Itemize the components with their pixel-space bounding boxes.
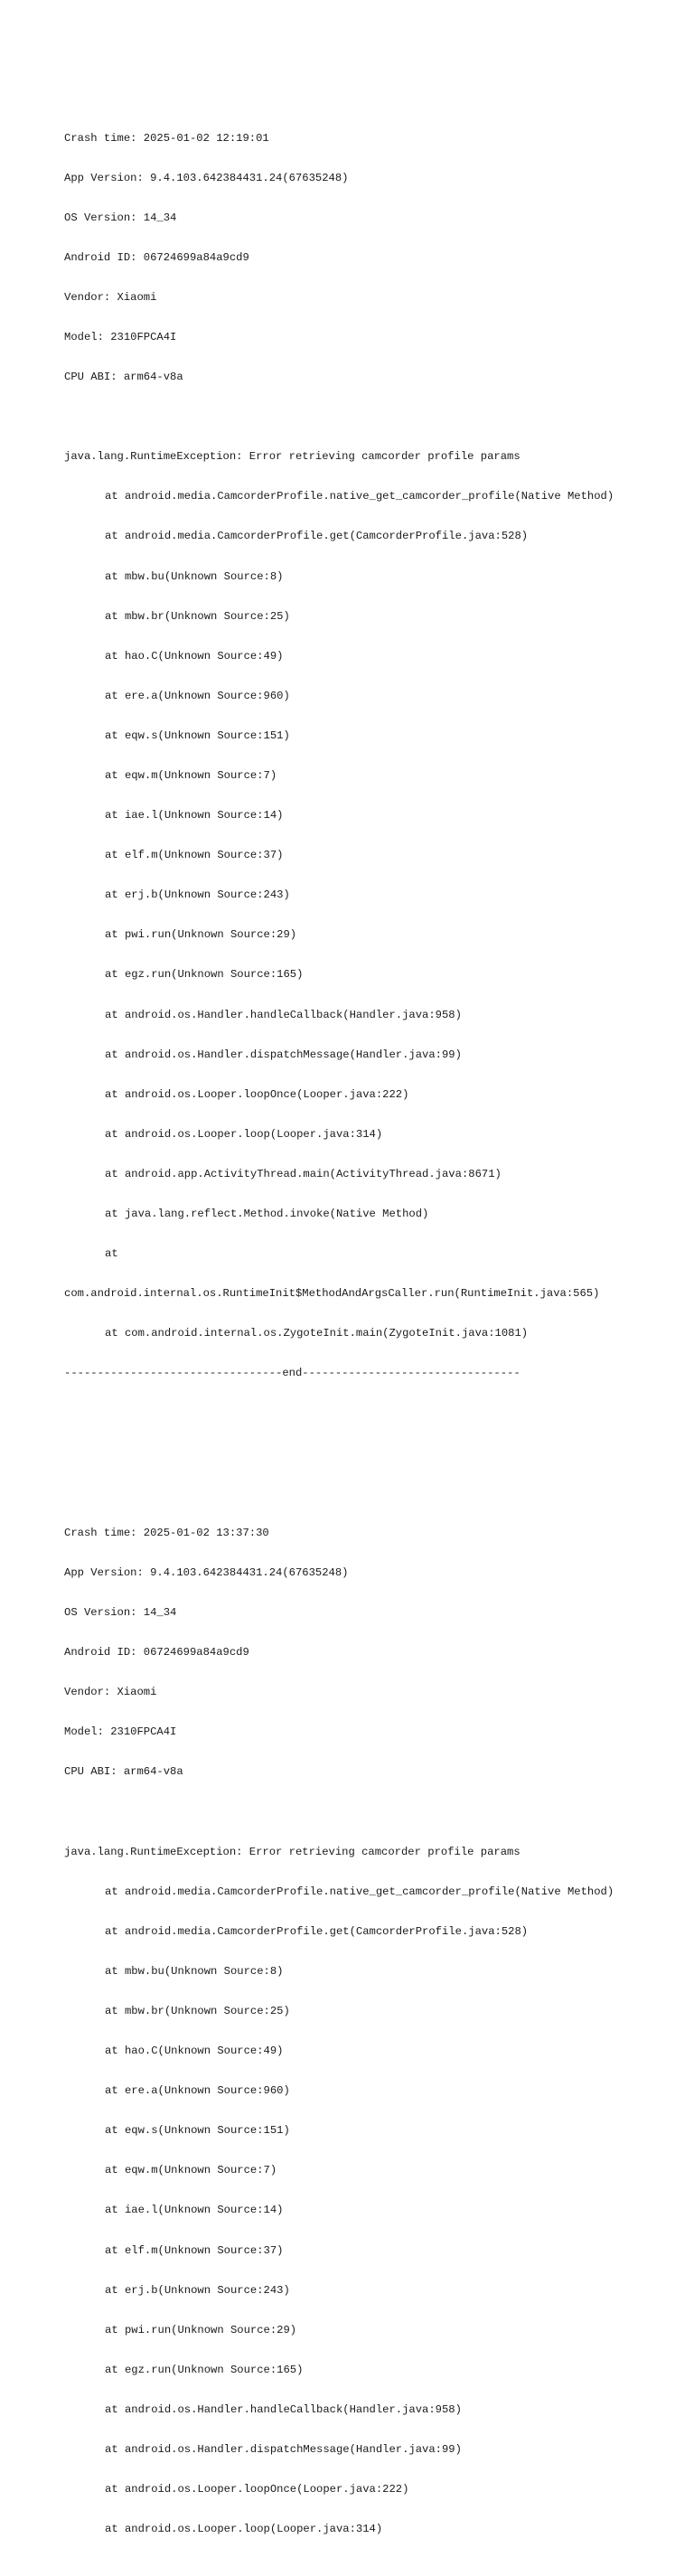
crash-time-line: Crash time: 2025-01-02 12:19:01 — [64, 131, 269, 145]
stack-frame: at elf.m(Unknown Source:37) — [105, 2243, 284, 2257]
cpu-abi-line: CPU ABI: arm64-v8a — [64, 371, 183, 384]
stack-frame: at android.os.Looper.loop(Looper.java:314) — [105, 2523, 383, 2536]
crash-log-document — [64, 65, 688, 2576]
stack-frame: at android.media.CamcorderProfile.native_get_camcorder_profile(Native Method) — [105, 490, 614, 503]
stack-frame: at hao.C(Unknown Source:49) — [105, 649, 284, 663]
stack-frame: at pwi.run(Unknown Source:29) — [105, 928, 297, 942]
app-version-line: App Version: 9.4.103.642384431.24(67635248) — [64, 171, 349, 184]
stack-frame: at — [105, 1247, 118, 1261]
stack-frame: at mbw.br(Unknown Source:25) — [105, 2004, 290, 2017]
stack-frame: at android.os.Handler.handleCallback(Handler.java:958) — [105, 1008, 462, 1021]
stack-frame: at android.media.CamcorderProfile.get(CamcorderProfile.java:528) — [105, 1924, 529, 1938]
os-version-line: OS Version: 14_34 — [64, 1606, 177, 1620]
crash-report — [64, 1500, 688, 2562]
end-separator: ---------------------------------end--------------------------------- — [64, 1367, 520, 1380]
crash-report — [64, 105, 688, 1447]
stack-frame: at ere.a(Unknown Source:960) — [105, 689, 290, 702]
blank-line — [64, 410, 688, 424]
android-id-line: Android ID: 06724699a84a9cd9 — [64, 1646, 249, 1659]
stack-frame: at android.os.Looper.loop(Looper.java:314) — [105, 1127, 383, 1141]
android-id-line: Android ID: 06724699a84a9cd9 — [64, 250, 249, 264]
cpu-abi-line: CPU ABI: arm64-v8a — [64, 1765, 183, 1779]
vendor-line: Vendor: Xiaomi — [64, 290, 157, 304]
stack-frame: at eqw.m(Unknown Source:7) — [105, 2164, 277, 2177]
model-line: Model: 2310FPCA4I — [64, 1725, 177, 1739]
stack-frame: at android.os.Handler.dispatchMessage(Handler.java:99) — [105, 1048, 462, 1061]
stack-frame: at android.media.CamcorderProfile.native_get_camcorder_profile(Native Method) — [105, 1885, 614, 1898]
crash-time-line: Crash time: 2025-01-02 13:37:30 — [64, 1526, 269, 1539]
stack-frame: at ere.a(Unknown Source:960) — [105, 2084, 290, 2098]
stack-frame: at android.media.CamcorderProfile.get(CamcorderProfile.java:528) — [105, 530, 529, 543]
stack-frame: at java.lang.reflect.Method.invoke(Native Method) — [105, 1208, 429, 1221]
stack-frame: at mbw.br(Unknown Source:25) — [105, 609, 290, 623]
stack-frame-wrapped: com.android.internal.os.RuntimeInit$MethodAndArgsCaller.run(RuntimeInit.java:565) — [64, 1287, 600, 1301]
stack-frame: at egz.run(Unknown Source:165) — [105, 2363, 304, 2376]
stack-frame: at mbw.bu(Unknown Source:8) — [105, 1964, 284, 1978]
vendor-line: Vendor: Xiaomi — [64, 1686, 157, 1699]
exception-line: java.lang.RuntimeException: Error retrieving camcorder profile params — [64, 1845, 520, 1858]
stack-frame: at elf.m(Unknown Source:37) — [105, 849, 284, 862]
stack-frame: at eqw.m(Unknown Source:7) — [105, 769, 277, 783]
stack-frame: at hao.C(Unknown Source:49) — [105, 2045, 284, 2058]
model-line: Model: 2310FPCA4I — [64, 330, 177, 343]
exception-line: java.lang.RuntimeException: Error retrieving camcorder profile params — [64, 450, 520, 464]
stack-frame: at android.os.Looper.loopOnce(Looper.java:222) — [105, 1087, 409, 1101]
stack-frame: at eqw.s(Unknown Source:151) — [105, 2124, 290, 2138]
stack-frame: at android.os.Handler.dispatchMessage(Handler.java:99) — [105, 2442, 462, 2456]
app-version-line: App Version: 9.4.103.642384431.24(67635248) — [64, 1565, 349, 1579]
stack-frame: at android.app.ActivityThread.main(ActivityThread.java:8671) — [105, 1167, 502, 1180]
stack-frame: at iae.l(Unknown Source:14) — [105, 2204, 284, 2217]
stack-frame: at iae.l(Unknown Source:14) — [105, 809, 284, 823]
stack-frame: at pwi.run(Unknown Source:29) — [105, 2323, 297, 2336]
stack-frame: at android.os.Looper.loopOnce(Looper.java:222) — [105, 2483, 409, 2496]
blank-line — [64, 1407, 688, 1421]
blank-line — [64, 1805, 688, 1819]
stack-frame: at android.os.Handler.handleCallback(Handler.java:958) — [105, 2402, 462, 2416]
stack-frame: at mbw.bu(Unknown Source:8) — [105, 569, 284, 583]
os-version-line: OS Version: 14_34 — [64, 211, 177, 224]
stack-frame: at egz.run(Unknown Source:165) — [105, 968, 304, 982]
stack-frame: at com.android.internal.os.ZygoteInit.main(ZygoteInit.java:1081) — [105, 1327, 529, 1340]
stack-frame: at erj.b(Unknown Source:243) — [105, 2283, 290, 2297]
stack-frame: at erj.b(Unknown Source:243) — [105, 888, 290, 902]
stack-frame: at eqw.s(Unknown Source:151) — [105, 729, 290, 742]
